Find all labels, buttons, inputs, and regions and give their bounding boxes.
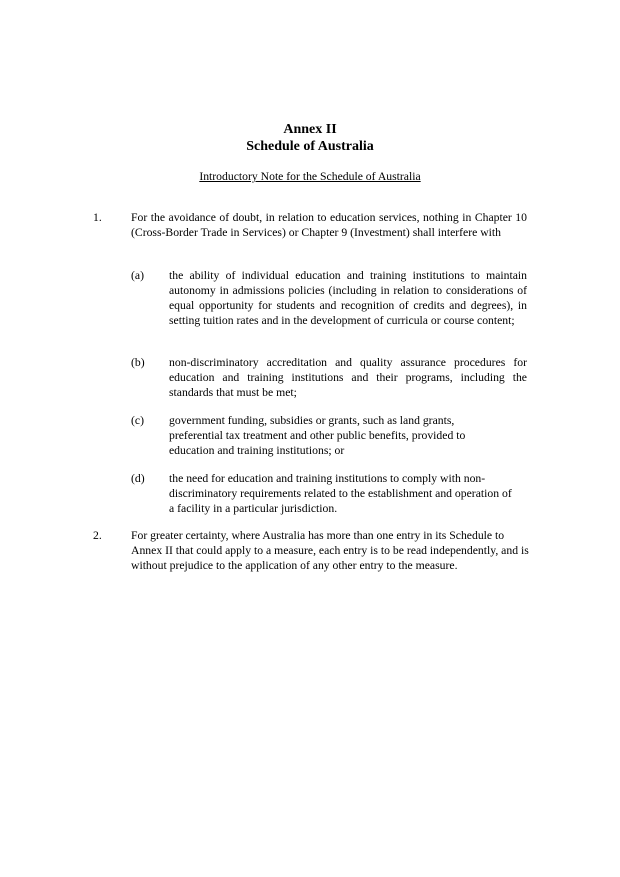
item-a-label: (a) (131, 269, 144, 282)
paragraph-1-number: 1. (93, 211, 102, 224)
item-a-text: the ability of individual education and training institutions to maintain autonomy in admissions policies (including in relation to considerations of equal opportunity for students and recognition of credits and degrees), in setting tuition rates and in the development of curricula or course content; (169, 269, 527, 328)
item-b-text: non-discriminatory accreditation and quality assurance procedures for education and training institutions and their programs, including the standards that must be met; (169, 356, 527, 400)
item-c-text: government funding, subsidies or grants, such as land grants, preferential tax treatment and other public benefits, provided to education and training institutions; or (169, 414, 466, 458)
item-b-label: (b) (131, 356, 145, 369)
paragraph-2-text: For greater certainty, where Australia has more than one entry in its Schedule to Annex II that could apply to a measure, each entry is to be read independently, and is without prejudice to the application of any other entry to the measure. (131, 529, 529, 573)
annex-title: Annex II (283, 122, 337, 137)
item-d-label: (d) (131, 472, 145, 485)
introductory-note-heading (0, 169, 620, 184)
introductory-note-heading-text: Introductory Note for the Schedule of Australia (199, 170, 421, 183)
schedule-title: Schedule of Australia (246, 139, 374, 154)
paragraph-1-text: For the avoidance of doubt, in relation to education services, nothing in Chapter 10 (Cross-Border Trade in Services) or Chapter 9 (Investment) shall interfere with (131, 211, 527, 240)
item-c-label: (c) (131, 414, 144, 427)
paragraph-2-number: 2. (93, 529, 102, 542)
item-d-text: the need for education and training institutions to comply with non-discriminatory requirements related to the establishment and operation of a facility in a particular jurisdiction. (169, 472, 512, 516)
